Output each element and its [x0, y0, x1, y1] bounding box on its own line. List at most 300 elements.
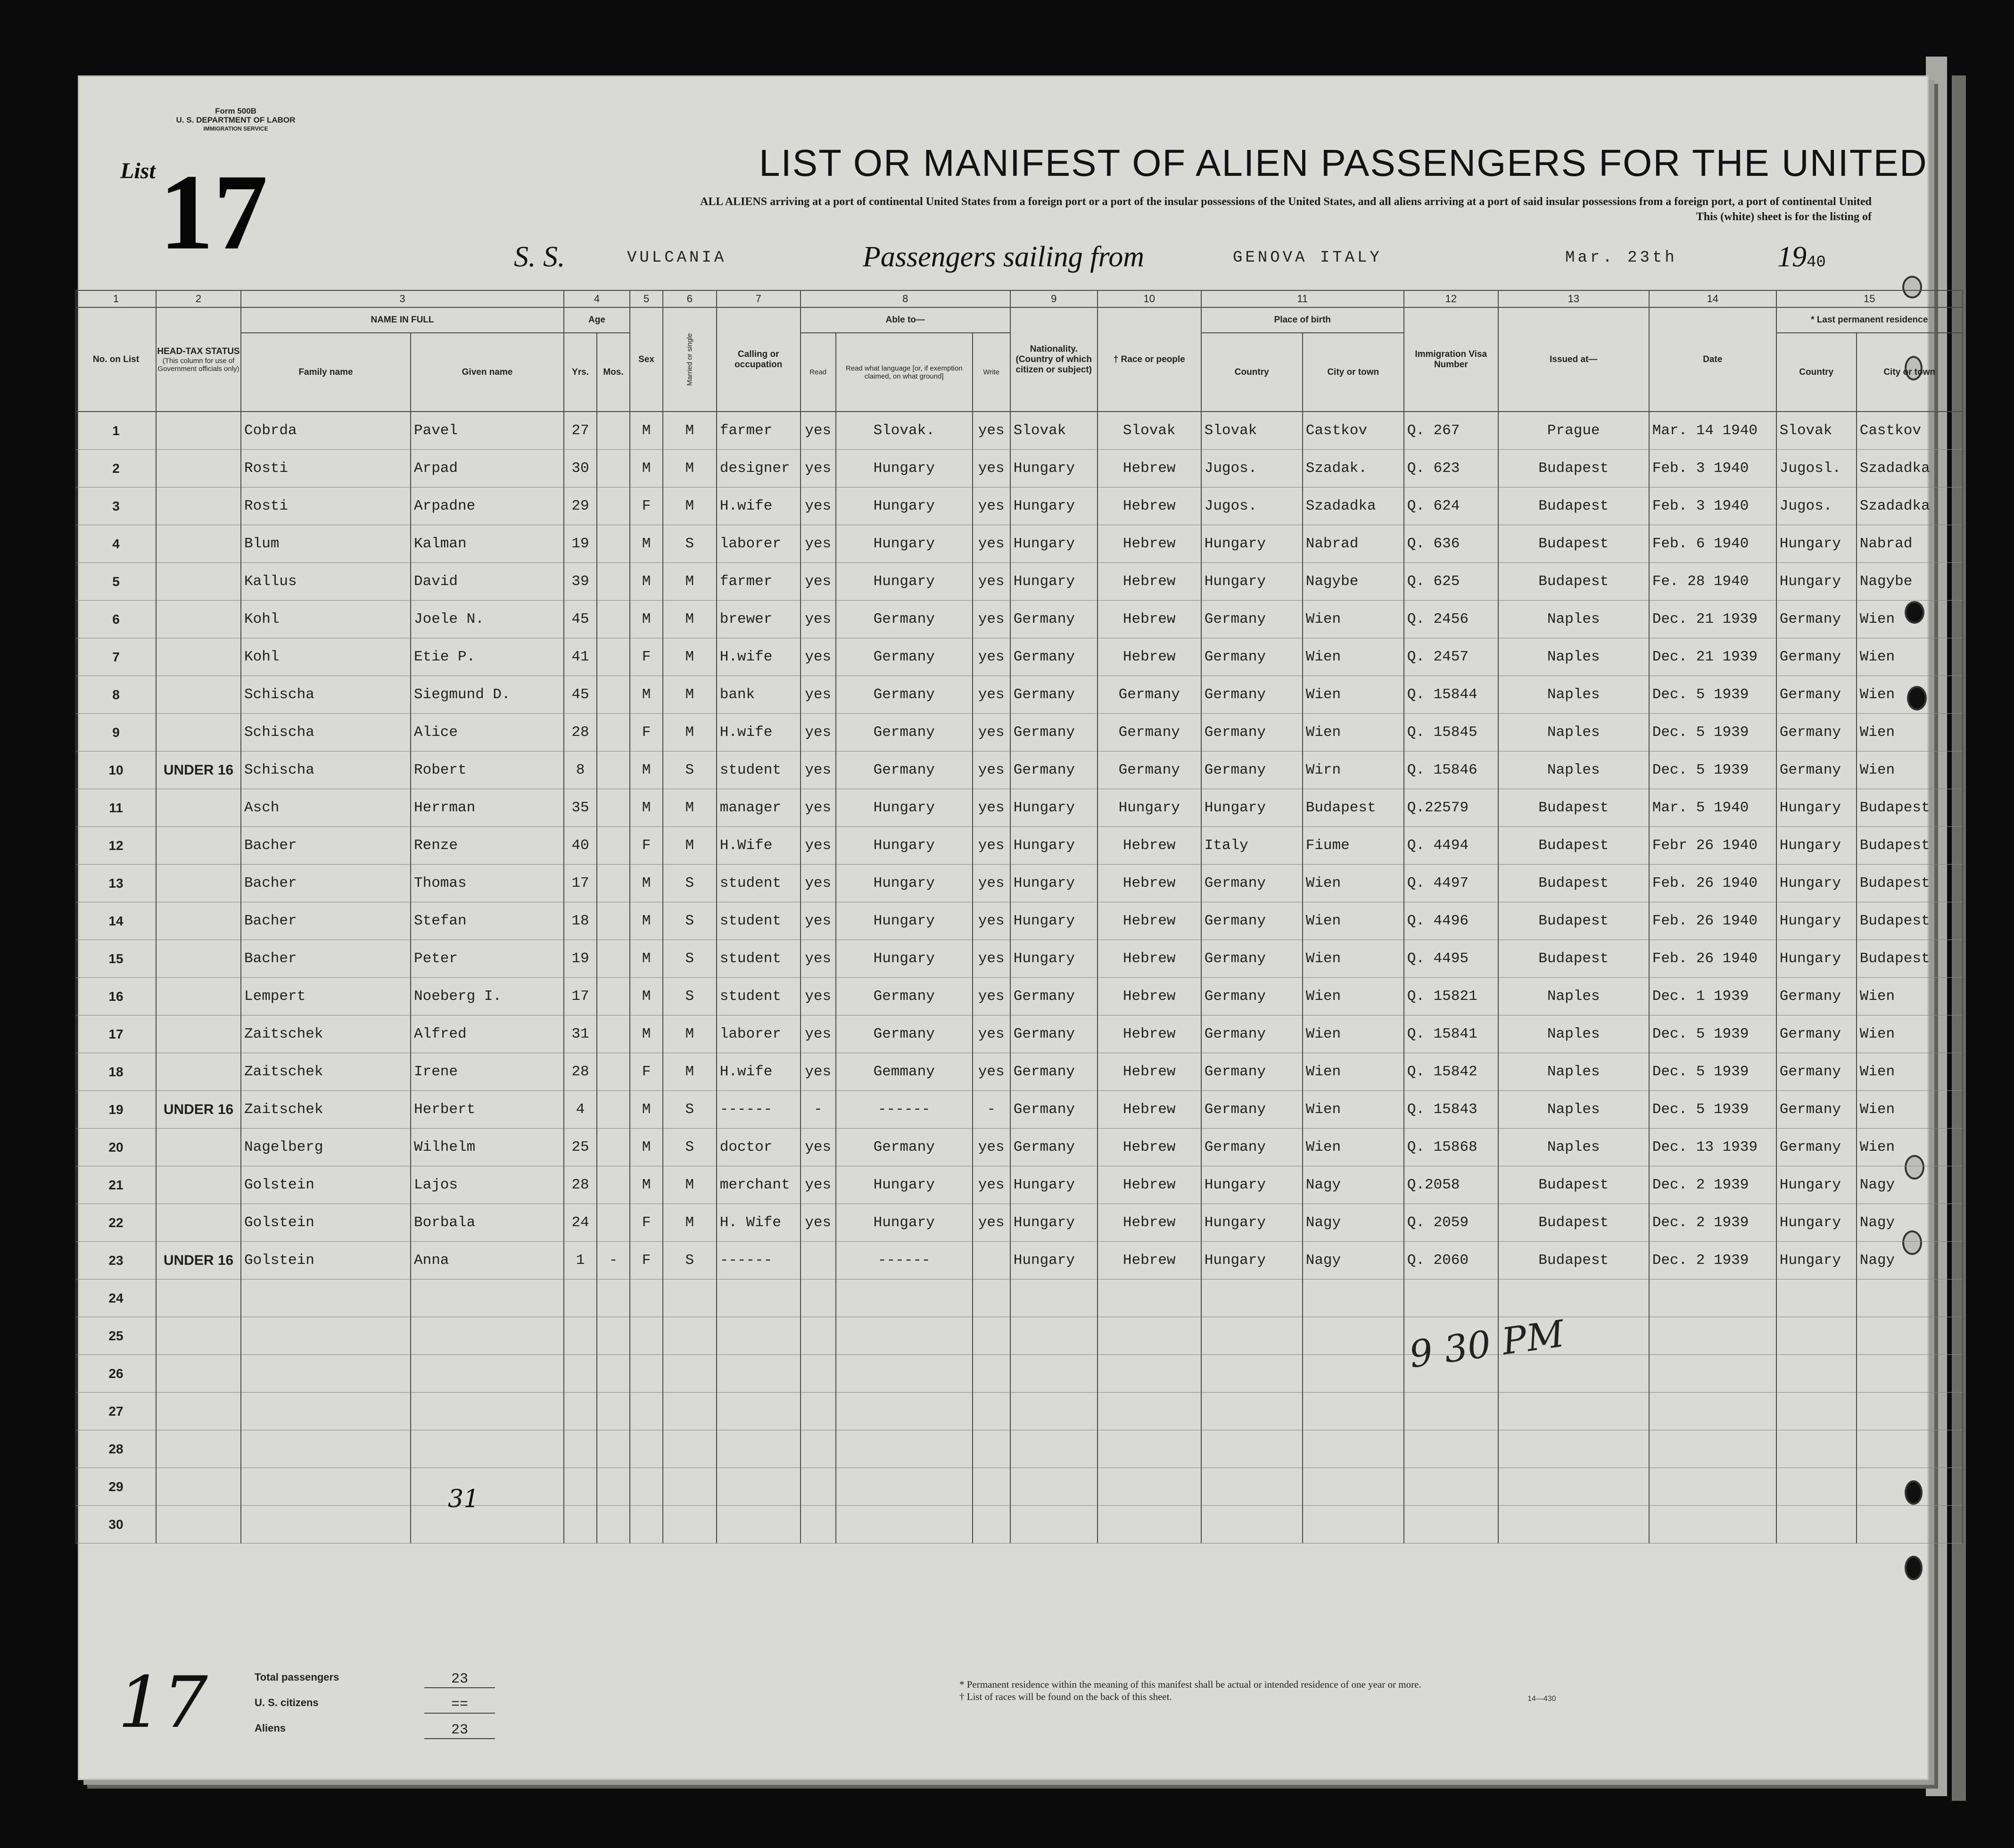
race: [1098, 1317, 1201, 1355]
birth-city: [1303, 1393, 1404, 1430]
row-number: 26: [76, 1355, 156, 1393]
occupation: H.wife: [717, 714, 801, 751]
can-read: yes: [801, 827, 836, 865]
age-months: [597, 1166, 630, 1204]
nationality: Germany: [1010, 1015, 1098, 1053]
head-tax-status: [156, 714, 241, 751]
visa-date: Feb. 26 1940: [1649, 865, 1776, 902]
can-read: [801, 1393, 836, 1430]
sex: M: [630, 789, 663, 827]
passenger-row: [76, 902, 1963, 940]
visa-issued-at: Naples: [1498, 978, 1649, 1015]
departure-port: GENOVA ITALY: [1233, 249, 1382, 267]
form-number: Form 500B: [215, 107, 256, 116]
marital-status: [663, 1430, 717, 1468]
birth-country: Slovak: [1201, 412, 1303, 450]
residence-city: Nabrad: [1857, 525, 1963, 563]
family-name: Golstein: [241, 1166, 411, 1204]
birth-country: [1201, 1393, 1303, 1430]
occupation: brewer: [717, 601, 801, 638]
column-number: 7: [717, 290, 801, 307]
passenger-row: [76, 1355, 1963, 1393]
marital-status: S: [663, 902, 717, 940]
can-read: -: [801, 1091, 836, 1129]
nationality: Hungary: [1010, 525, 1098, 563]
nationality: Germany: [1010, 1091, 1098, 1129]
age-years: [564, 1468, 597, 1506]
age-years: 28: [564, 1053, 597, 1091]
birth-city: Nagy: [1303, 1204, 1404, 1242]
age-years: 31: [564, 1015, 597, 1053]
given-name: Arpadne: [411, 487, 564, 525]
visa-date: Dec. 1 1939: [1649, 978, 1776, 1015]
nationality: Germany: [1010, 1053, 1098, 1091]
residence-country: Hungary: [1776, 940, 1857, 978]
race: [1098, 1393, 1201, 1430]
can-write: yes: [973, 865, 1010, 902]
visa-date: Feb. 3 1940: [1649, 487, 1776, 525]
row-number: 19: [76, 1091, 156, 1129]
marital-status: M: [663, 1204, 717, 1242]
sex: M: [630, 1015, 663, 1053]
can-read: yes: [801, 525, 836, 563]
read-language: [836, 1279, 973, 1317]
marital-status: S: [663, 940, 717, 978]
visa-number: Q. 623: [1404, 450, 1498, 487]
read-language: Hungary: [836, 827, 973, 865]
residence-city: [1857, 1430, 1963, 1468]
birth-city: Nagybe: [1303, 563, 1404, 601]
can-read: yes: [801, 902, 836, 940]
birth-country: [1201, 1355, 1303, 1393]
handwritten-count: 31: [448, 1485, 479, 1513]
footnotes: [959, 1678, 1421, 1703]
can-read: yes: [801, 676, 836, 714]
age-years: 25: [564, 1129, 597, 1166]
row-number: 25: [76, 1317, 156, 1355]
header-mos: Mos.: [597, 333, 630, 412]
race: Hebrew: [1098, 1242, 1201, 1279]
header-age: Age: [564, 307, 630, 333]
residence-city: Nagybe: [1857, 563, 1963, 601]
age-years: 17: [564, 865, 597, 902]
column-number: 14: [1649, 290, 1776, 307]
can-write: yes: [973, 638, 1010, 676]
can-read: yes: [801, 751, 836, 789]
read-language: Hungary: [836, 865, 973, 902]
can-write: yes: [973, 714, 1010, 751]
residence-city: [1857, 1468, 1963, 1506]
passenger-manifest-table: [75, 290, 1963, 1543]
visa-issued-at: Budapest: [1498, 487, 1649, 525]
visa-number: Q. 4496: [1404, 902, 1498, 940]
passenger-row: [76, 1166, 1963, 1204]
header-nationality: Nationality. (Country of which citizen or subject): [1010, 307, 1098, 412]
nationality: Hungary: [1010, 1242, 1098, 1279]
visa-number: Q. 15846: [1404, 751, 1498, 789]
age-years: [564, 1355, 597, 1393]
marital-status: M: [663, 638, 717, 676]
header-given-name: Given name: [411, 333, 564, 412]
residence-city: Szadadka: [1857, 487, 1963, 525]
can-read: yes: [801, 1129, 836, 1166]
age-months: [597, 450, 630, 487]
can-write: -: [973, 1091, 1010, 1129]
sex: M: [630, 412, 663, 450]
age-years: 41: [564, 638, 597, 676]
header-married: [663, 307, 717, 412]
ss-label: S. S.: [514, 241, 565, 273]
residence-country: [1776, 1279, 1857, 1317]
age-years: 18: [564, 902, 597, 940]
age-months: [597, 601, 630, 638]
birth-country: Germany: [1201, 1053, 1303, 1091]
visa-date: [1649, 1468, 1776, 1506]
header-head-tax: [156, 307, 241, 412]
occupation: doctor: [717, 1129, 801, 1166]
can-write: yes: [973, 751, 1010, 789]
family-name: Kallus: [241, 563, 411, 601]
marital-status: S: [663, 1091, 717, 1129]
nationality: Germany: [1010, 676, 1098, 714]
race: Hebrew: [1098, 525, 1201, 563]
head-tax-status: [156, 827, 241, 865]
header-date: Date: [1649, 307, 1776, 412]
visa-date: Dec. 5 1939: [1649, 1015, 1776, 1053]
age-years: 28: [564, 1166, 597, 1204]
residence-city: Budapest: [1857, 902, 1963, 940]
birth-city: Wien: [1303, 940, 1404, 978]
sex: [630, 1317, 663, 1355]
read-language: Hungary: [836, 902, 973, 940]
family-name: Nagelberg: [241, 1129, 411, 1166]
row-number: 27: [76, 1393, 156, 1430]
sex: F: [630, 487, 663, 525]
residence-city: [1857, 1317, 1963, 1355]
visa-issued-at: Naples: [1498, 1091, 1649, 1129]
read-language: Germany: [836, 638, 973, 676]
row-number: 9: [76, 714, 156, 751]
column-number: 3: [241, 290, 564, 307]
row-number: 4: [76, 525, 156, 563]
read-language: [836, 1506, 973, 1543]
sex: M: [630, 601, 663, 638]
sex: F: [630, 1204, 663, 1242]
residence-city: [1857, 1355, 1963, 1393]
age-months: [597, 412, 630, 450]
age-years: 45: [564, 601, 597, 638]
row-number: 29: [76, 1468, 156, 1506]
residence-city: Wien: [1857, 1053, 1963, 1091]
visa-issued-at: Prague: [1498, 412, 1649, 450]
occupation: laborer: [717, 1015, 801, 1053]
residence-city: Wien: [1857, 601, 1963, 638]
column-number: 9: [1010, 290, 1098, 307]
family-name: Schischa: [241, 751, 411, 789]
read-language: Germany: [836, 714, 973, 751]
can-read: [801, 1317, 836, 1355]
row-number: 17: [76, 1015, 156, 1053]
nationality: Germany: [1010, 978, 1098, 1015]
family-name: [241, 1468, 411, 1506]
head-tax-status: [156, 865, 241, 902]
can-write: [973, 1279, 1010, 1317]
residence-city: Budapest: [1857, 865, 1963, 902]
birth-country: Germany: [1201, 940, 1303, 978]
read-language: Slovak.: [836, 412, 973, 450]
can-read: [801, 1506, 836, 1543]
visa-date: Dec. 5 1939: [1649, 1053, 1776, 1091]
nationality: Germany: [1010, 638, 1098, 676]
can-write: yes: [973, 1129, 1010, 1166]
marital-status: M: [663, 1053, 717, 1091]
occupation: H.Wife: [717, 827, 801, 865]
age-months: [597, 865, 630, 902]
visa-issued-at: Budapest: [1498, 902, 1649, 940]
total-passengers-value: 23: [424, 1671, 495, 1688]
visa-number: Q. 2456: [1404, 601, 1498, 638]
residence-city: Nagy: [1857, 1204, 1963, 1242]
nationality: [1010, 1317, 1098, 1355]
passenger-row: [76, 601, 1963, 638]
visa-issued-at: [1498, 1393, 1649, 1430]
age-months: [597, 638, 630, 676]
head-tax-status: [156, 1053, 241, 1091]
sex: F: [630, 638, 663, 676]
family-name: Bacher: [241, 902, 411, 940]
visa-date: Dec. 21 1939: [1649, 638, 1776, 676]
read-language: Gemmany: [836, 1053, 973, 1091]
marital-status: S: [663, 865, 717, 902]
head-tax-status: [156, 563, 241, 601]
can-read: yes: [801, 714, 836, 751]
read-language: ------: [836, 1091, 973, 1129]
residence-country: [1776, 1468, 1857, 1506]
family-name: Kohl: [241, 601, 411, 638]
read-language: [836, 1468, 973, 1506]
visa-date: Dec. 13 1939: [1649, 1129, 1776, 1166]
row-number: 23: [76, 1242, 156, 1279]
passenger-row: [76, 412, 1963, 450]
row-number: 28: [76, 1430, 156, 1468]
occupation: [717, 1393, 801, 1430]
given-name: Irene: [411, 1053, 564, 1091]
marital-status: M: [663, 1166, 717, 1204]
nationality: Hungary: [1010, 1204, 1098, 1242]
visa-number: Q. 267: [1404, 412, 1498, 450]
can-write: yes: [973, 1204, 1010, 1242]
family-name: Bacher: [241, 865, 411, 902]
can-read: yes: [801, 450, 836, 487]
head-tax-status: [156, 789, 241, 827]
head-tax-status: [156, 902, 241, 940]
birth-city: Szadak.: [1303, 450, 1404, 487]
given-name: Etie P.: [411, 638, 564, 676]
can-write: [973, 1242, 1010, 1279]
passenger-row: [76, 1204, 1963, 1242]
age-months: [597, 1279, 630, 1317]
visa-date: Dec. 2 1939: [1649, 1166, 1776, 1204]
can-write: yes: [973, 789, 1010, 827]
birth-city: [1303, 1355, 1404, 1393]
subtitle-line-1: ALL ALIENS arriving at a port of continental United States from a foreign port or a port of the insular possessions of the United States, and all aliens arriving at a port of said insular possessions from a foreign port, a port of continental United: [700, 196, 1872, 208]
passenger-row: [76, 638, 1963, 676]
can-write: [973, 1468, 1010, 1506]
residence-country: Germany: [1776, 601, 1857, 638]
family-name: Schischa: [241, 714, 411, 751]
age-months: [597, 1091, 630, 1129]
passenger-row: [76, 676, 1963, 714]
family-name: Blum: [241, 525, 411, 563]
occupation: [717, 1506, 801, 1543]
row-number: 15: [76, 940, 156, 978]
residence-country: Jugosl.: [1776, 450, 1857, 487]
age-years: 40: [564, 827, 597, 865]
race: Germany: [1098, 714, 1201, 751]
header-birth-city: City or town: [1303, 333, 1404, 412]
nationality: Hungary: [1010, 789, 1098, 827]
header-issued-at: Issued at—: [1498, 307, 1649, 412]
age-months: [597, 1015, 630, 1053]
occupation: bank: [717, 676, 801, 714]
visa-date: Feb. 26 1940: [1649, 940, 1776, 978]
residence-city: Szadadka: [1857, 450, 1963, 487]
birth-city: Wien: [1303, 902, 1404, 940]
age-months: [597, 676, 630, 714]
head-tax-status: [156, 1317, 241, 1355]
occupation: [717, 1430, 801, 1468]
given-name: Lajos: [411, 1166, 564, 1204]
sex: M: [630, 902, 663, 940]
given-name: Arpad: [411, 450, 564, 487]
occupation: ------: [717, 1242, 801, 1279]
visa-issued-at: Budapest: [1498, 563, 1649, 601]
service: IMMIGRATION SERVICE: [203, 125, 268, 132]
head-tax-note: (This column for use of Government officials only): [157, 356, 239, 373]
passenger-row: [76, 1279, 1963, 1317]
passenger-row: [76, 1317, 1963, 1355]
visa-date: [1649, 1279, 1776, 1317]
visa-date: Mar. 14 1940: [1649, 412, 1776, 450]
visa-number: Q. 15868: [1404, 1129, 1498, 1166]
visa-number: Q. 15841: [1404, 1015, 1498, 1053]
age-years: 30: [564, 450, 597, 487]
head-tax-status: [156, 1166, 241, 1204]
race: Hebrew: [1098, 450, 1201, 487]
given-name: [411, 1430, 564, 1468]
sex: M: [630, 1166, 663, 1204]
occupation: H. Wife: [717, 1204, 801, 1242]
row-number: 8: [76, 676, 156, 714]
department: U. S. DEPARTMENT OF LABOR: [176, 116, 296, 124]
row-number: 3: [76, 487, 156, 525]
birth-country: Hungary: [1201, 563, 1303, 601]
birth-city: Wien: [1303, 638, 1404, 676]
birth-country: Hungary: [1201, 1204, 1303, 1242]
age-months: [597, 1129, 630, 1166]
nationality: Germany: [1010, 751, 1098, 789]
sex: M: [630, 450, 663, 487]
residence-country: Hungary: [1776, 1166, 1857, 1204]
head-tax-status: [156, 1430, 241, 1468]
visa-date: [1649, 1355, 1776, 1393]
column-number: 10: [1098, 290, 1201, 307]
given-name: Wilhelm: [411, 1129, 564, 1166]
family-name: Zaitschek: [241, 1015, 411, 1053]
column-number: 12: [1404, 290, 1498, 307]
head-tax-status: [156, 487, 241, 525]
residence-city: Budapest: [1857, 789, 1963, 827]
visa-issued-at: Budapest: [1498, 1242, 1649, 1279]
marital-status: M: [663, 789, 717, 827]
visa-issued-at: [1498, 1506, 1649, 1543]
occupation: student: [717, 940, 801, 978]
can-write: yes: [973, 1015, 1010, 1053]
can-read: yes: [801, 865, 836, 902]
visa-number: Q. 15845: [1404, 714, 1498, 751]
family-name: Lempert: [241, 978, 411, 1015]
age-years: [564, 1279, 597, 1317]
visa-issued-at: Budapest: [1498, 789, 1649, 827]
sex: [630, 1355, 663, 1393]
age-years: 35: [564, 789, 597, 827]
row-number: 5: [76, 563, 156, 601]
residence-city: Budapest: [1857, 827, 1963, 865]
passenger-row: [76, 940, 1963, 978]
row-number: 14: [76, 902, 156, 940]
birth-country: Hungary: [1201, 1242, 1303, 1279]
marital-status: M: [663, 676, 717, 714]
head-tax-status: [156, 940, 241, 978]
family-name: Bacher: [241, 827, 411, 865]
age-months: [597, 751, 630, 789]
year-suffix: 40: [1807, 254, 1826, 272]
race: Hebrew: [1098, 1091, 1201, 1129]
can-write: yes: [973, 676, 1010, 714]
handwritten-list-number: 17: [118, 1662, 208, 1744]
nationality: Hungary: [1010, 450, 1098, 487]
sex: M: [630, 525, 663, 563]
residence-country: [1776, 1506, 1857, 1543]
sailing-label: Passengers sailing from: [863, 241, 1145, 273]
column-number: 8: [801, 290, 1010, 307]
header-place-of-birth: Place of birth: [1201, 307, 1404, 333]
visa-issued-at: Naples: [1498, 1053, 1649, 1091]
passenger-row: [76, 1129, 1963, 1166]
can-write: yes: [973, 1053, 1010, 1091]
read-language: [836, 1355, 973, 1393]
can-read: yes: [801, 638, 836, 676]
birth-city: [1303, 1279, 1404, 1317]
visa-date: Dec. 5 1939: [1649, 1091, 1776, 1129]
visa-number: [1404, 1468, 1498, 1506]
visa-number: Q. 4495: [1404, 940, 1498, 978]
visa-date: [1649, 1430, 1776, 1468]
residence-country: [1776, 1393, 1857, 1430]
residence-city: Wien: [1857, 1015, 1963, 1053]
nationality: [1010, 1355, 1098, 1393]
race: Hebrew: [1098, 601, 1201, 638]
race: [1098, 1430, 1201, 1468]
sex: F: [630, 827, 663, 865]
birth-city: [1303, 1317, 1404, 1355]
row-number: 7: [76, 638, 156, 676]
header-family-name: Family name: [241, 333, 411, 412]
us-citizens-value: ==: [424, 1697, 495, 1714]
visa-issued-at: Naples: [1498, 1129, 1649, 1166]
header-married-label: Married or single: [685, 333, 694, 386]
visa-number: [1404, 1393, 1498, 1430]
